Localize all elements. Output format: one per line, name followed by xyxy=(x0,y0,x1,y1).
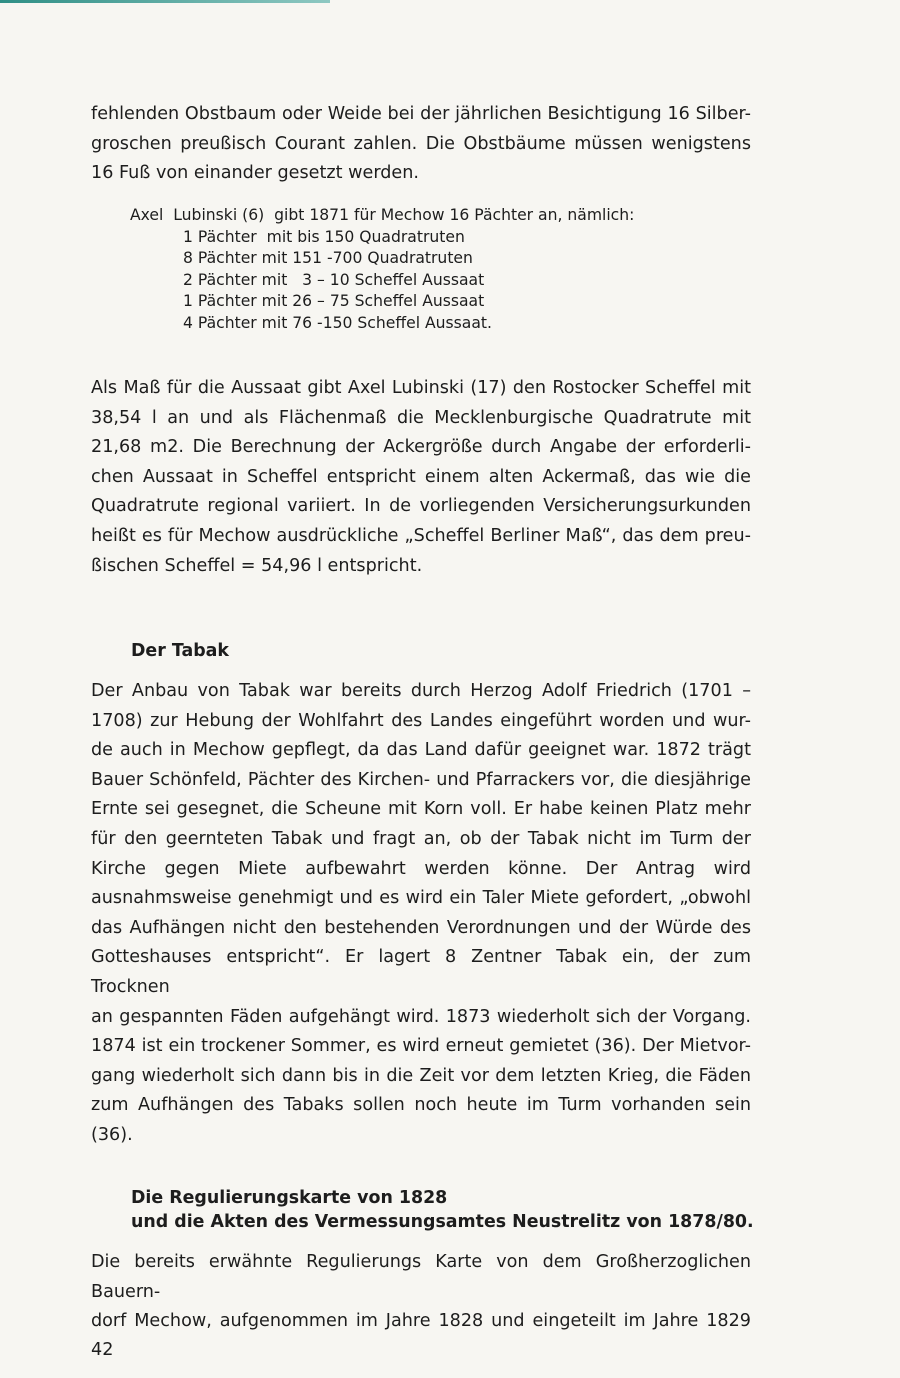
text-line: Bauer Schönfeld, Pächter des Kirchen- und Pfarrackers vor, die diesjährige xyxy=(91,769,751,790)
text-line: ßischen Scheffel = 54,96 l entspricht. xyxy=(91,555,423,576)
text-line: Gotteshauses entspricht“. Er lagert 8 Zentner Tabak ein, der zum Trocknen xyxy=(91,947,751,997)
text-line: fehlenden Obstbaum oder Weide bei der jährlichen Besichtigung 16 Silber- xyxy=(91,104,751,124)
text-line: de auch in Mechow gepflegt, da das Land dafür geeignet war. 1872 trägt xyxy=(91,740,751,761)
text-line: heißt es für Mechow ausdrückliche „Scheffel Berliner Maß“, das dem preu- xyxy=(91,525,751,546)
paragraph-tabak xyxy=(91,677,751,1151)
paragraph-obstbaum xyxy=(91,100,751,189)
text-line: gang wiederholt sich dann bis in die Zeit vor dem letzten Krieg, die Fäden xyxy=(91,1065,751,1086)
text-line: 1708) zur Hebung der Wohlfahrt des Landes eingeführt worden und wur- xyxy=(91,710,751,731)
heading-line: und die Akten des Vermessungsamtes Neustrelitz von 1878/80. xyxy=(131,1212,754,1232)
text-line: Kirche gegen Miete aufbewahrt werden könne. Der Antrag wird xyxy=(91,858,751,879)
list-item: 8 Pächter mit 151 -700 Quadratruten xyxy=(183,249,473,268)
list-item: 1 Pächter mit 26 – 75 Scheffel Aussaat xyxy=(183,292,485,311)
text-line: Ernte sei gesegnet, die Scheune mit Korn voll. Er habe keinen Platz mehr xyxy=(91,799,751,820)
list-intro: Axel Lubinski (6) gibt 1871 für Mechow 16 Pächter an, nämlich: xyxy=(130,206,635,224)
heading-line: Die Regulierungskarte von 1828 xyxy=(131,1188,448,1208)
text-line: chen Aussaat in Scheffel entspricht einem alten Ackermaß, das wie die xyxy=(91,466,751,487)
text-line: Die bereits erwähnte Regulierungs Karte von dem Großherzoglichen Bauern- xyxy=(91,1252,751,1302)
section-heading-tabak: Der Tabak xyxy=(131,641,229,661)
text-line: dorf Mechow, aufgenommen im Jahre 1828 und eingeteilt im Jahre 1829 xyxy=(91,1311,751,1332)
paragraph-aussaat xyxy=(91,374,751,581)
section-heading-regulierungskarte xyxy=(131,1186,754,1234)
text-line: an gespannten Fäden aufgehängt wird. 1873 wiederholt sich der Vorgang. xyxy=(91,1006,751,1027)
text-line: ausnahmsweise genehmigt und es wird ein Taler Miete gefordert, „obwohl xyxy=(91,888,751,909)
text-line: Der Anbau von Tabak war bereits durch Herzog Adolf Friedrich (1701 – xyxy=(91,681,751,701)
text-line: Als Maß für die Aussaat gibt Axel Lubinski (17) den Rostocker Scheffel mit xyxy=(91,378,751,398)
text-line: (36). xyxy=(91,1124,133,1145)
top-accent-line xyxy=(0,0,330,3)
list-item: 4 Pächter mit 76 -150 Scheffel Aussaat. xyxy=(183,313,492,332)
list-item: 1 Pächter mit bis 150 Quadratruten xyxy=(183,227,465,246)
text-line: 1874 ist ein trockener Sommer, es wird erneut gemietet (36). Der Mietvor- xyxy=(91,1036,751,1057)
text-line: groschen preußisch Courant zahlen. Die Obstbäume müssen wenigstens xyxy=(91,133,751,154)
list-item: 2 Pächter mit 3 – 10 Scheffel Aussaat xyxy=(183,270,485,289)
text-line: 21,68 m2. Die Berechnung der Ackergröße durch Angabe der erforderli- xyxy=(91,437,751,458)
text-line: 38,54 l an und als Flächenmaß die Mecklenburgische Quadratrute mit xyxy=(91,407,751,428)
paragraph-regulierungskarte xyxy=(91,1248,751,1337)
text-line: 16 Fuß von einander gesetzt werden. xyxy=(91,163,419,184)
text-line: für den geernteten Tabak und fragt an, ob der Tabak nicht im Turm der xyxy=(91,828,751,849)
text-line: das Aufhängen nicht den bestehenden Verordnungen und der Würde des xyxy=(91,917,751,938)
text-line: Quadratrute regional variiert. In de vorliegenden Versicherungsurkunden xyxy=(91,496,751,517)
page-number: 42 xyxy=(91,1340,114,1360)
paechter-list xyxy=(130,205,690,335)
text-line: zum Aufhängen des Tabaks sollen noch heute im Turm vorhanden sein xyxy=(91,1095,751,1116)
